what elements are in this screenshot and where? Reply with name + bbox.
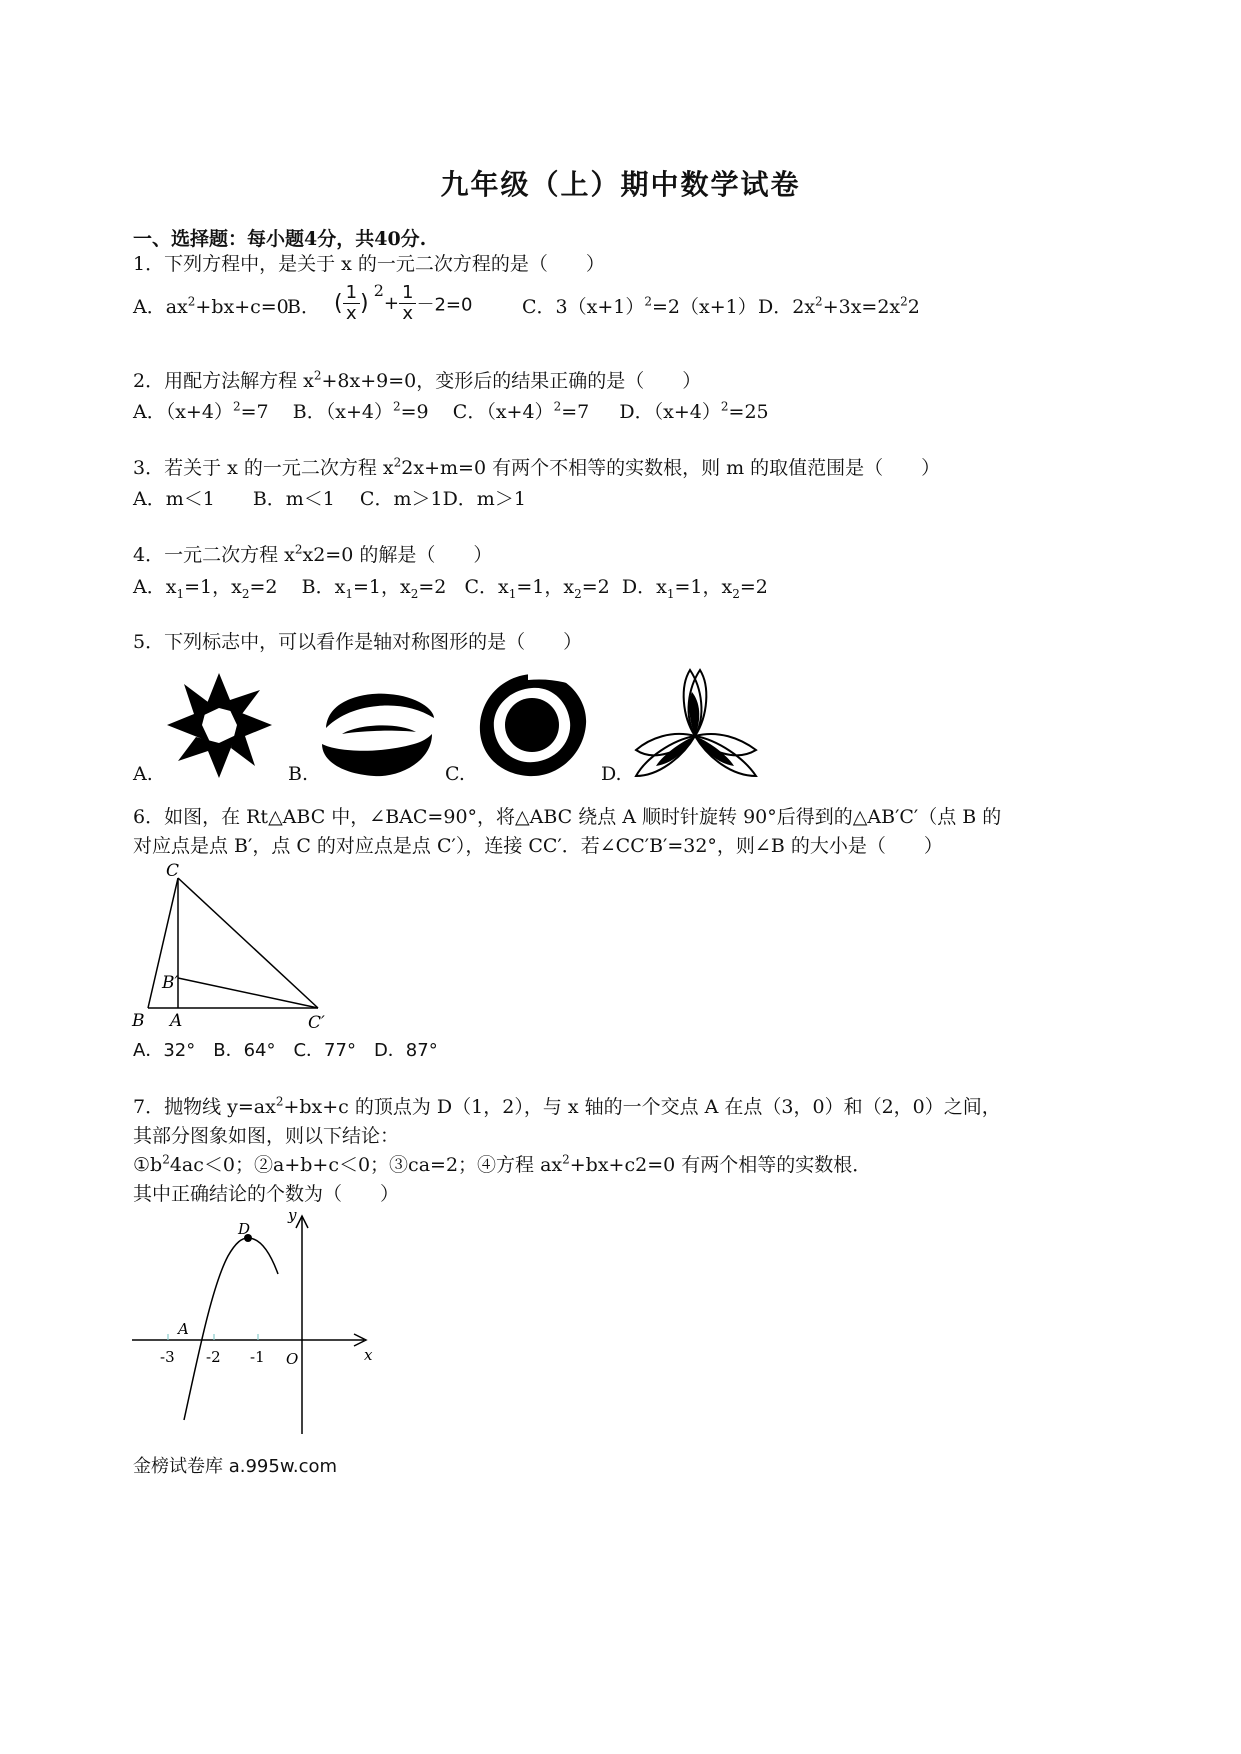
q5-label-a: A. bbox=[133, 763, 153, 785]
q6-label-a: A bbox=[170, 1011, 183, 1031]
q1-option-b-label: B． bbox=[287, 296, 320, 318]
q6-options: A．32° B．64° C．77° D．87° bbox=[133, 1040, 438, 1061]
q5-label-d: D. bbox=[601, 763, 622, 785]
q7-tick-neg1: -1 bbox=[250, 1348, 265, 1366]
question-4-stem: 4．一元二次方程 $x^2x2=0$ 的解是（ ） bbox=[133, 542, 493, 566]
logo-a-four-stars bbox=[162, 668, 277, 783]
q7-tick-neg2: -2 bbox=[206, 1348, 221, 1366]
question-6-line1: 6．如图，在 Rt△ABC 中，∠BAC=90°，将△ABC 绕点 A 顺时针旋转 90°后得到的△AB′C′（点 B 的 bbox=[133, 806, 1002, 828]
question-7-line1: 7．抛物线 $y=ax^2+bx+c$ 的顶点为 D（1，2），与 x 轴的一个交点 A 在点（3，0）和（2，0）之间， bbox=[133, 1094, 1001, 1118]
q7-label-origin: O bbox=[286, 1350, 299, 1368]
question-1-stem: 1．下列方程中，是关于 x 的一元二次方程的是（ ） bbox=[133, 253, 605, 275]
footer-source: 金榜试卷库 a.995w.com bbox=[133, 1456, 338, 1477]
q1-option-c: C．$3(x+1)^2=2(x+1)$ bbox=[522, 294, 757, 318]
q6-label-c-prime: C′ bbox=[308, 1013, 325, 1033]
question-7-line2: 其部分图象如图，则以下结论： bbox=[133, 1125, 400, 1147]
q1-option-d: D．$2x^2+3x=2x^22$ bbox=[758, 294, 920, 318]
q6-triangle-figure bbox=[128, 858, 338, 1036]
page-title: 九年级（上）期中数学试卷 bbox=[440, 168, 801, 201]
question-7-line3: $①b^24ac<0$；②a+b+c＜0；③ca=2；④方程 $ax^2+bx+c2=0$ 有两个相等的实数根． bbox=[133, 1152, 872, 1176]
q7-label-y: y bbox=[288, 1206, 297, 1224]
q7-parabola-figure bbox=[128, 1206, 383, 1438]
q5-label-b: B. bbox=[288, 763, 309, 785]
q7-tick-neg3: -3 bbox=[160, 1348, 175, 1366]
q6-label-c: C bbox=[166, 861, 180, 881]
question-2-stem: 2．用配方法解方程 $x^2+8x+9=0$，变形后的结果正确的是（ ） bbox=[133, 368, 702, 392]
q4-options: A．$x_1=1$，$x_2=2$ B．$x_1=1$，$x_2=2$ C．$x_1=1$，$x_2=2$ D．$x_1=1$，$x_2=2$ bbox=[133, 576, 768, 601]
question-7-line4: 其中正确结论的个数为（ ） bbox=[133, 1183, 400, 1205]
q6-label-b: B bbox=[132, 1011, 145, 1031]
q7-label-x: x bbox=[364, 1346, 373, 1364]
q5-label-c: C. bbox=[445, 763, 465, 785]
logo-c-circle-swoosh bbox=[472, 668, 592, 782]
q6-label-b-prime: B′ bbox=[162, 973, 179, 993]
q7-label-d: D bbox=[238, 1220, 251, 1238]
q1-option-b-formula: ( $\frac{1}{x}$ ) $^2$+ $\frac{1}{x}$ －2=0 bbox=[334, 280, 473, 324]
question-3-stem: 3．若关于 x 的一元二次方程 $x^22x+m=0$ 有两个不相等的实数根，则 m 的取值范围是（ ） bbox=[133, 455, 941, 479]
q1-option-a: A．$ax^2+bx+c=0$ bbox=[133, 294, 289, 318]
section-heading: 一、选择题：每小题4分，共40分. bbox=[133, 228, 427, 250]
logo-b-ellipse bbox=[318, 688, 438, 780]
question-5-stem: 5．下列标志中，可以看作是轴对称图形的是（ ） bbox=[133, 631, 583, 653]
q2-options: A．$(x+4)^2=7$ B．$(x+4)^2=9$ C．$(x+4)^2=7$ D．$(x+4)^2=25$ bbox=[133, 399, 769, 423]
q7-label-a: A bbox=[178, 1320, 189, 1338]
question-6-line2: 对应点是点 B′，点 C 的对应点是点 C′），连接 CC′．若∠CC′B′=32°，则∠B 的大小是（ ） bbox=[133, 835, 943, 857]
logo-d-three-petals bbox=[632, 666, 760, 784]
q3-options: A．m＜1 B．m＜1 C．m＞1D．m＞1 bbox=[133, 488, 526, 510]
